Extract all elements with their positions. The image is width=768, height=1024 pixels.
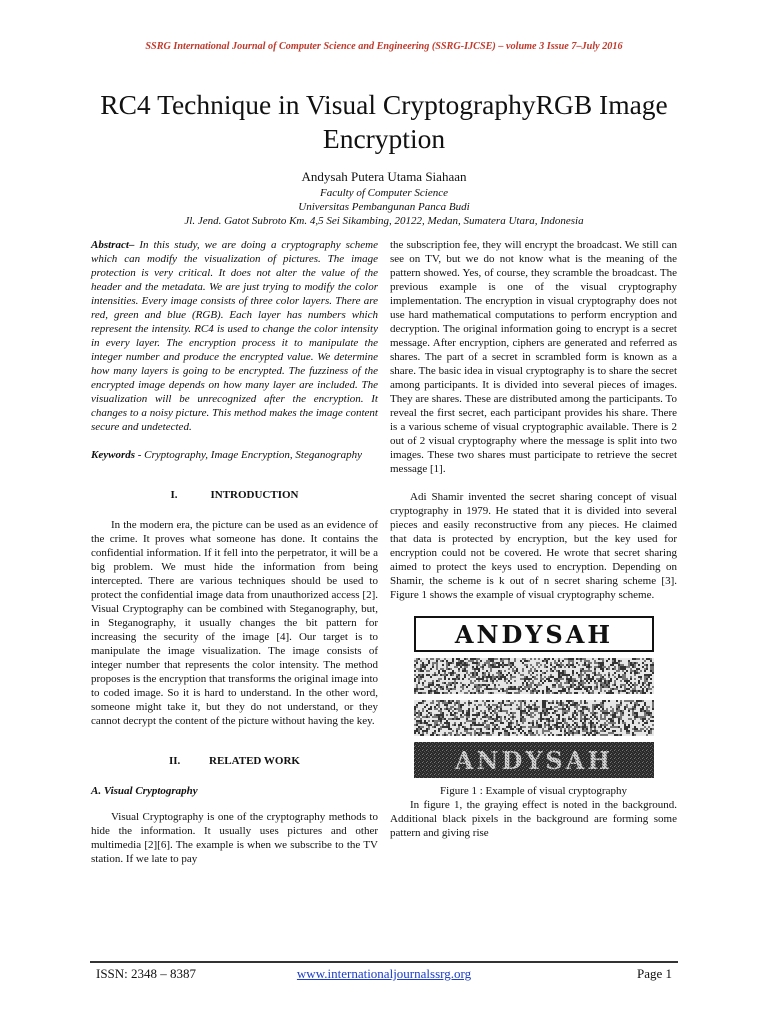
figure-stacked-result <box>414 742 654 778</box>
keywords <box>91 448 378 462</box>
figure-image-lettering: ANDYSAH <box>454 746 613 775</box>
keywords-label: Keywords <box>91 449 135 461</box>
figure-image-lettering: ANDYSAH <box>454 620 613 649</box>
left-column <box>91 238 378 866</box>
footer-issn: ISSN: 2348 – 8387 <box>96 966 197 981</box>
paper-title: RC4 Technique in Visual CryptographyRGB Image Encryption <box>100 89 668 154</box>
introduction-paragraph: In the modern era, the picture can be used as an evidence of the crime. It proves what someone has done. It contains the confidential information. If it fell into the perpetrator, it will be a big problem. We must hide the information from being intercepted. There are various techniques should be used to protect the confidential image data from unauthorized access [2]. Visual Cryptography can be combined with Steganography, but, in Steganography, it usually changes the bit pattern for increasing the security of the image [4]. Our target is to manipulate the image visualization. The image consists of integer number that represents the color intensity. The method proposes is the encryption that transforms the original image into to coded image. So it is hard to understand. In the other word, someone might take it, but they do not understand, or they cannot decrypt the content of the picture without having the key. <box>91 519 378 727</box>
figure-original-image <box>414 616 654 652</box>
figure-share-1 <box>414 658 654 694</box>
footer-divider <box>90 961 678 963</box>
abstract-text: In this study, we are doing a cryptography scheme which can modify the visualization of pictures. The image protection is very critical. It does not alter the value of the header and the metadata. We are just trying to modify the color intensities. Every image consists of three color layers. There are red, green and blue (RGB). Each layer has numbers which represent the intensity. RC4 is used to change the color intensity in every layer. The encryption process it to manipulate the integer number and produce the encrypted value. We determine how many layers is going to be encrypted. The fuzziness of the encrypted image depends on how many layer are included. The visualization will be unrecognized after the encryption. It changes to a noisy picture. This method makes the image content secure and undetected. <box>91 239 378 433</box>
figure-discussion-paragraph: In figure 1, the graying effect is noted in the background. Additional black pixels in the background are forming some pattern and giving rise <box>390 799 677 839</box>
section-title: RELATED WORK <box>209 755 300 767</box>
figure-caption: Figure 1 : Example of visual cryptography <box>440 785 627 797</box>
section-heading-introduction <box>91 488 378 502</box>
footer-page-number: Page 1 <box>636 966 672 981</box>
visual-cryptography-paragraph-continued: the subscription fee, they will encrypt the broadcast. We still can see on TV, but we do not know what is the meaning of the pattern showed. Yes, of course, they scramble the broadcast. The previous example is one of the visual cryptography implementation. The encryption in visual cryptography does not use hard mathematical computations to perform encryption and decryption. The original information going to encrypt is a secret message. After encryption, ciphers are generated and referred as shares. The part of a secret in scrambled form is known as a share. The basic idea in visual cryptography is to share the secret among participants. It is divided into several pieces of images. They are shares. These are distributed among the participants. To reveal the first secret, each participant provides his share. There is a various scheme of visual cryptographic available. There is 2 out of 2 visual cryptography where the message is split into two images. These two shares must participate to retrieve the secret message [1]. <box>390 239 677 475</box>
figure-1 <box>414 616 654 798</box>
journal-header: SSRG International Journal of Computer Science and Engineering (SSRG-IJCSE) – volume 3 Issue 7–July 2016 <box>145 41 623 52</box>
website-link[interactable]: www.internationaljournalssrg.org <box>296 966 472 981</box>
section-title: INTRODUCTION <box>210 489 299 501</box>
section-number: II. <box>169 755 181 767</box>
right-column <box>390 238 677 840</box>
section-heading-related-work <box>91 754 378 768</box>
author-faculty: Faculty of Computer Science <box>320 187 448 199</box>
figure-share-2 <box>414 700 654 736</box>
footer-website <box>96 966 672 982</box>
subsection-heading-visual-cryptography: A. Visual Cryptography <box>91 785 198 797</box>
visual-cryptography-paragraph: Visual Cryptography is one of the cryptography methods to hide the information. It usually uses pictures and other multimedia [2][6]. The example is when we subscribe to the TV station. If we late to pay <box>91 811 378 865</box>
author-university: Universitas Pembangunan Panca Budi <box>298 201 470 213</box>
abstract <box>91 238 378 434</box>
keywords-text: - Cryptography, Image Encryption, Steganography <box>135 449 362 461</box>
abstract-label: Abstract– <box>91 239 135 251</box>
section-number: I. <box>170 489 178 501</box>
author-name: Andysah Putera Utama Siahaan <box>301 169 467 184</box>
author-address: Jl. Jend. Gatot Subroto Km. 4,5 Sei Sikambing, 20122, Medan, Sumatera Utara, Indonesia <box>184 215 584 227</box>
shamir-paragraph: Adi Shamir invented the secret sharing concept of visual cryptography in 1979. He stated that it is divided into several pieces and easily reconstructive from any pieces. He claimed that data is protected by encryption, but the key used for encryption could not be covered. He wrote that secret sharing aimed to protect the keys used to encryption. Depending on Shamir, the scheme is k out of n secret sharing scheme [3]. Figure 1 shows the example of visual cryptography scheme. <box>390 491 677 601</box>
author-block <box>90 168 678 228</box>
